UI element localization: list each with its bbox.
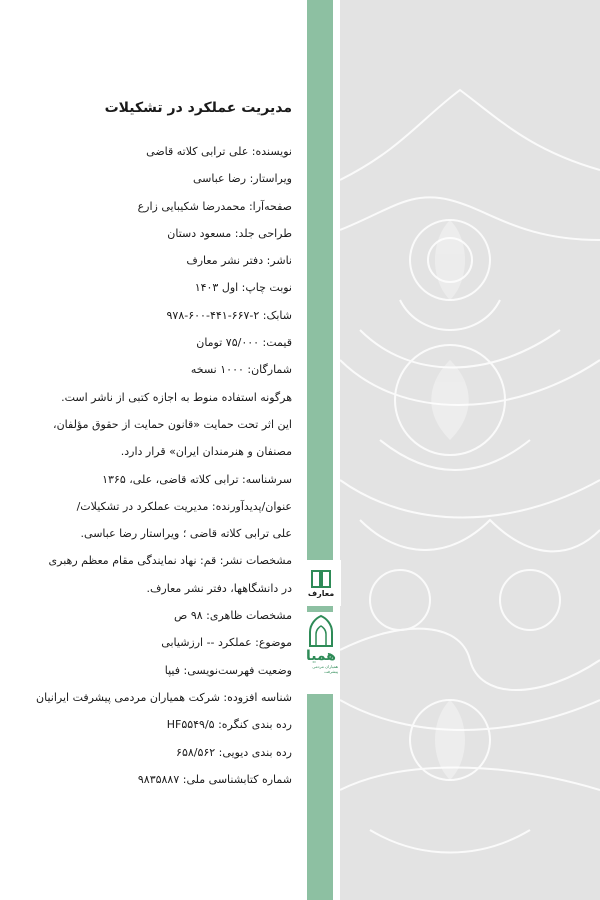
maaref-logo xyxy=(301,560,341,606)
layout-designer-line: صفحه‌آرا: محمدرضا شکیبایی زارع xyxy=(137,199,292,213)
edition-line: نوبت چاپ: اول ۱۴۰۳ xyxy=(194,281,292,295)
price-line: قیمت: ۷۵/۰۰۰ تومان xyxy=(196,336,292,350)
national-bibliography-line: شماره کتابشناسی ملی: ۹۸۳۵۸۸۷ xyxy=(137,772,292,786)
lc-classification-line: رده بندی کنگره: HF۵۵۴۹/۵ xyxy=(166,718,292,732)
book-icon xyxy=(310,569,332,589)
added-entry-line: شناسه افزوده: شرکت همیاران مردمی پیشرفت ایرانیان xyxy=(36,690,292,704)
hamia-logo xyxy=(304,612,338,694)
accent-bar xyxy=(307,0,333,900)
decorative-pattern-panel xyxy=(340,0,600,900)
print-run-line: شمارگان: ۱۰۰۰ نسخه xyxy=(190,363,292,377)
arabesque-pattern xyxy=(340,0,600,900)
maaref-logo-text: معارف xyxy=(307,588,335,598)
cover-designer-line: طراحی جلد: مسعود دستان xyxy=(167,226,292,240)
dome-icon xyxy=(306,614,336,648)
physical-description-line: مشخصات ظاهری: ۹۸ ص xyxy=(174,609,292,623)
isbn-line: شابک: ۲-۶۶۷-۴۴۱-۶۰۰-۹۷۸ xyxy=(166,308,292,322)
publisher-line: ناشر: دفتر نشر معارف xyxy=(186,254,292,268)
rights-notice-line: هرگونه استفاده منوط به اجازه کتبی از ناشر است. xyxy=(61,390,292,404)
title-statement-line-1: عنوان/پدیدآورنده: مدیریت عملکرد در تشکیلات/ xyxy=(76,499,292,513)
author-line: نویسنده: علی ترابی کلاته قاضی xyxy=(146,145,292,158)
title-statement-line-2: علی ترابی کلاته قاضی ؛ ویراستار رضا عباسی. xyxy=(80,527,292,541)
book-title: مدیریت عملکرد در تشکیلات xyxy=(104,100,292,116)
publication-line-2: در دانشگاهها، دفتر نشر معارف. xyxy=(146,581,292,595)
subject-line: موضوع: عملکرد -- ارزشیابی xyxy=(161,636,292,650)
editor-line: ویراستار: رضا عباسی xyxy=(192,172,292,186)
publication-line-1: مشخصات نشر: قم: نهاد نمایندگی مقام معظم رهبری xyxy=(48,554,292,568)
copyright-law-line-1: این اثر تحت حمایت «قانون حمایت از حقوق مؤلفان، xyxy=(53,417,292,431)
copyright-law-line-2: مصنفان و هنرمندان ایران» قرار دارد. xyxy=(120,445,292,459)
dewey-classification-line: رده بندی دیویی: ۶۵۸/۵۶۲ xyxy=(176,745,292,759)
hamia-logo-subtitle: همیاران مردمی پیشرفت xyxy=(312,664,338,674)
colophon-text xyxy=(36,100,292,793)
main-entry-line: سرشناسه: ترابی کلاته قاضی، علی، ۱۳۶۵ xyxy=(102,472,292,486)
hamia-logo-text: همیا xyxy=(305,648,337,664)
cataloging-status-line: وضعیت فهرست‌نویسی: فیپا xyxy=(164,663,292,677)
